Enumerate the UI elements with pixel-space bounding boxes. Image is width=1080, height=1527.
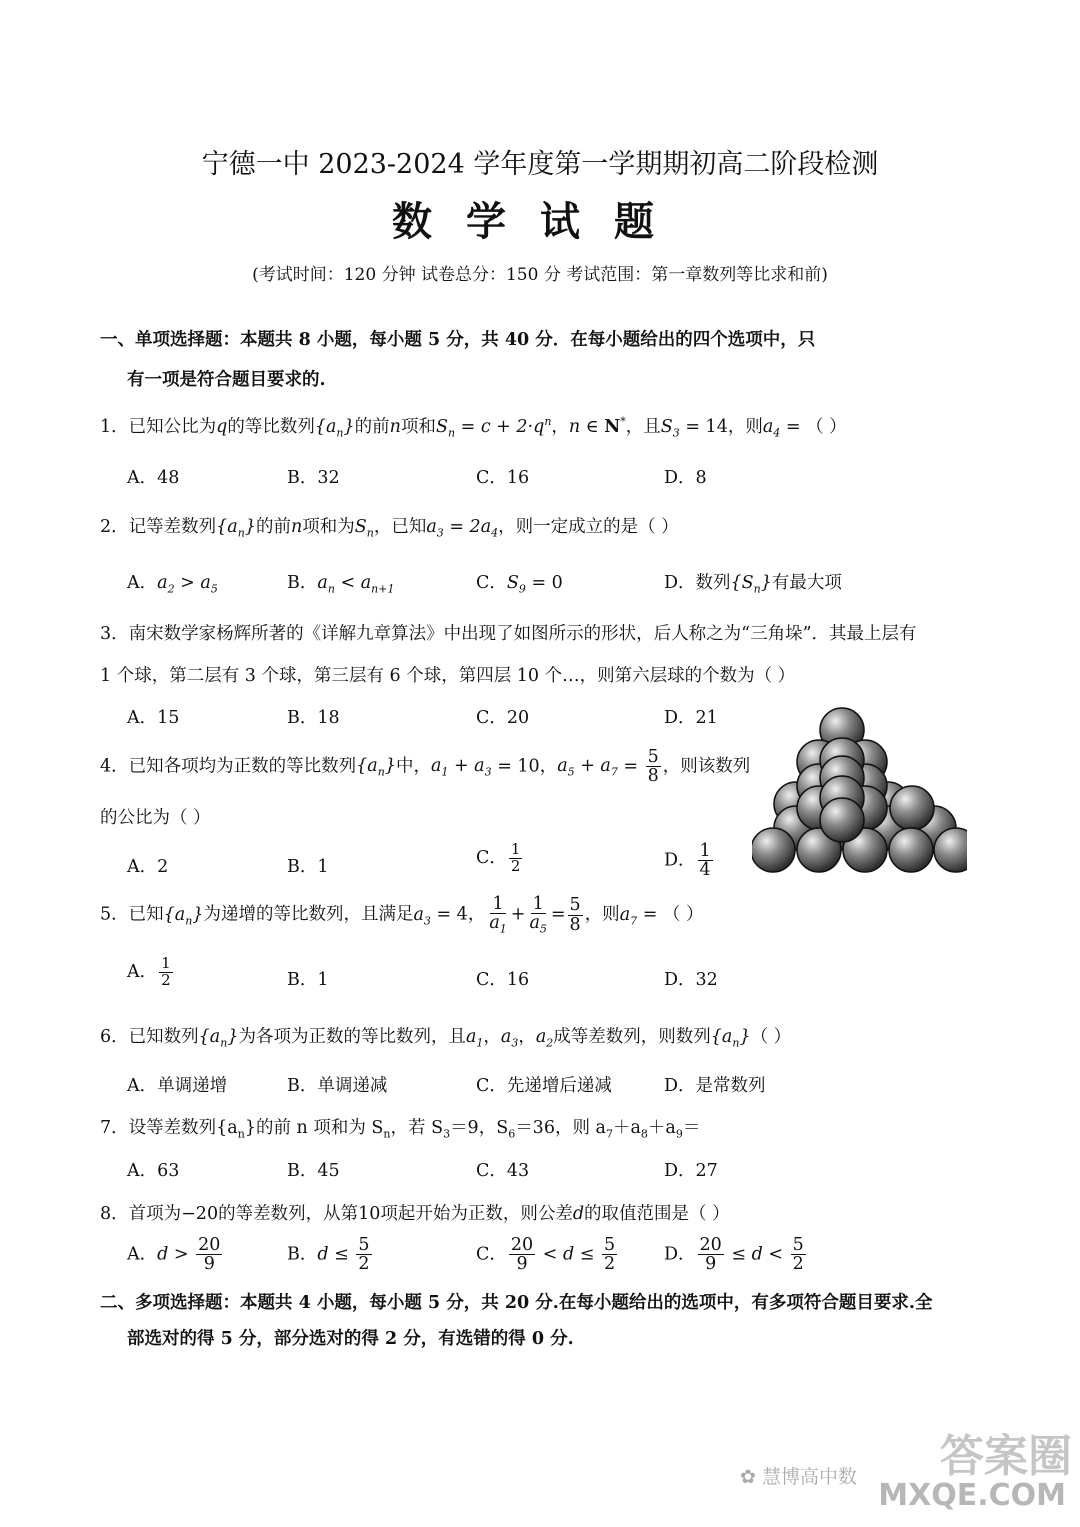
question-5: 5．已知$\{a_n\}$为递增的等比数列，且满足$a_3 = 4$， $\frac{1}{a_1}$ + $\frac{1}{a_5}$ = $\frac{5}{8}$ ，则$a_7$ = （ ） bbox=[100, 894, 704, 936]
question-6: 6．已知数列$\{a_n\}$为各项为正数的等比数列，且$a_1$，$a_3$，$a_2$成等差数列，则数列$\{a_n\}$（ ） bbox=[100, 1027, 792, 1050]
q7-option-b[interactable]: B．45 bbox=[287, 1161, 340, 1181]
question-8: 8．首项为−20的等差数列，从第10项起开始为正数，则公差d的取值范围是（ ） bbox=[100, 1204, 730, 1224]
q7-option-c[interactable]: C．43 bbox=[476, 1161, 530, 1181]
q8-option-a[interactable]: A．d > $\frac{20}{9}$ bbox=[127, 1235, 221, 1275]
q-number: 1． bbox=[100, 417, 129, 437]
pile-ball bbox=[820, 798, 864, 842]
q3-option-d[interactable]: D．21 bbox=[664, 708, 718, 728]
q5-option-d[interactable]: D．32 bbox=[664, 970, 718, 990]
question-4: 4．已知各项均为正数的等比数列$\{a_n\}$中，$a_1 + a_3 = 10$，$a_5 + a_7$ = $\frac{5}{8}$ ，则该数列 bbox=[100, 747, 751, 787]
q6-option-a[interactable]: A．单调递增 bbox=[127, 1076, 228, 1096]
q8-option-d[interactable]: D． $\frac{20}{9}$ ≤ d < $\frac{5}{2}$ bbox=[664, 1235, 804, 1275]
q3-option-c[interactable]: C．20 bbox=[476, 708, 530, 728]
pile-ball bbox=[752, 828, 795, 872]
section-2-heading-cont: 部选对的得 5 分，部分选对的得 2 分，有选错的得 0 分. bbox=[127, 1329, 574, 1349]
question-7: 7．设等差数列$\{a_n\}$的前 n 项和为 $S_n$，若 $S_3=9$，$S_6=36$，则 $a_7+a_8+a_9=$ bbox=[100, 1118, 701, 1141]
q6-option-b[interactable]: B．单调递减 bbox=[287, 1076, 388, 1096]
question-4-cont: 的公比为（ ） bbox=[100, 808, 211, 828]
q4-option-d[interactable]: D． $\frac{1}{4}$ bbox=[664, 841, 711, 881]
q5-option-a[interactable]: A． $\frac{1}{2}$ bbox=[127, 954, 171, 989]
q5-option-b[interactable]: B．1 bbox=[287, 970, 329, 990]
question-3-cont: 1 个球，第二层有 3 个球，第三层有 6 个球，第四层 10 个…，则第六层球的个数为（ ） bbox=[100, 666, 796, 686]
q3-option-b[interactable]: B．18 bbox=[287, 708, 340, 728]
section-1-heading-cont: 有一项是符合题目要求的. bbox=[127, 370, 326, 390]
question-1: 1．已知公比为q的等比数列$\{a_n\}$的前n项和$S_n = c + 2\cdot q^n$，n ∈ N*，且$S_3 = 14$，则$a_4$ = （ ） bbox=[100, 415, 847, 440]
q3-option-a[interactable]: A．15 bbox=[127, 708, 180, 728]
q2-option-b[interactable]: B．$a_n < a_{n+1}$ bbox=[287, 573, 395, 596]
pile-ball bbox=[889, 828, 933, 872]
q6-option-d[interactable]: D．是常数列 bbox=[664, 1076, 766, 1096]
q8-option-b[interactable]: B．d ≤ $\frac{5}{2}$ bbox=[287, 1235, 370, 1275]
q2-option-c[interactable]: C．$S_9 = 0$ bbox=[476, 573, 563, 596]
q7-option-a[interactable]: A．63 bbox=[127, 1161, 180, 1181]
answer-circle-logo: 答案圈 bbox=[940, 1431, 1072, 1482]
q1-option-b[interactable]: B．32 bbox=[287, 468, 340, 488]
wechat-watermark: ✿ 慧博高中数 bbox=[740, 1466, 857, 1488]
q2-option-d[interactable]: D．数列$\{S_n\}$有最大项 bbox=[664, 573, 842, 596]
q4-option-a[interactable]: A．2 bbox=[127, 857, 169, 877]
exam-title: 宁德一中 2023-2024 学年度第一学期期初高二阶段检测 bbox=[201, 149, 879, 180]
q8-option-c[interactable]: C． $\frac{20}{9}$ < d ≤ $\frac{5}{2}$ bbox=[476, 1235, 616, 1275]
q1-option-c[interactable]: C．16 bbox=[476, 468, 530, 488]
q4-option-b[interactable]: B．1 bbox=[287, 857, 329, 877]
section-1-heading: 一、单项选择题：本题共 8 小题，每小题 5 分，共 40 分．在每小题给出的四个选项中，只 bbox=[100, 330, 816, 350]
q1-option-d[interactable]: D．8 bbox=[664, 468, 707, 488]
wechat-icon: ✿ bbox=[740, 1466, 762, 1488]
q2-option-a[interactable]: A．$a_2 > a_5$ bbox=[127, 573, 218, 596]
section-2-heading: 二、多项选择题：本题共 4 小题，每小题 5 分，共 20 分.在每小题给出的选项中，有多项符合题目要求.全 bbox=[100, 1293, 933, 1313]
q7-option-d[interactable]: D．27 bbox=[664, 1161, 718, 1181]
triangular-ball-pile-figure bbox=[752, 690, 967, 885]
site-watermark: MXQE.COM bbox=[878, 1478, 1066, 1513]
q4-option-c[interactable]: C． $\frac{1}{2}$ bbox=[476, 840, 521, 875]
q5-option-c[interactable]: C．16 bbox=[476, 970, 530, 990]
exam-info: (考试时间：120 分钟 试卷总分：150 分 考试范围：第一章数列等比求和前) bbox=[252, 265, 828, 285]
exam-subject: 数学试题 bbox=[392, 198, 688, 245]
pile-ball bbox=[890, 786, 934, 830]
q1-option-a[interactable]: A．48 bbox=[127, 468, 180, 488]
question-3: 3．南宋数学家杨辉所著的《详解九章算法》中出现了如图所示的形状，后人称之为“三角垛”．其最上层有 bbox=[100, 624, 917, 644]
question-2: 2．记等差数列$\{a_n\}$的前n项和为$S_n$，已知$a_3 = 2a_4$，则一定成立的是（ ） bbox=[100, 517, 679, 540]
q6-option-c[interactable]: C．先递增后递减 bbox=[476, 1076, 612, 1096]
